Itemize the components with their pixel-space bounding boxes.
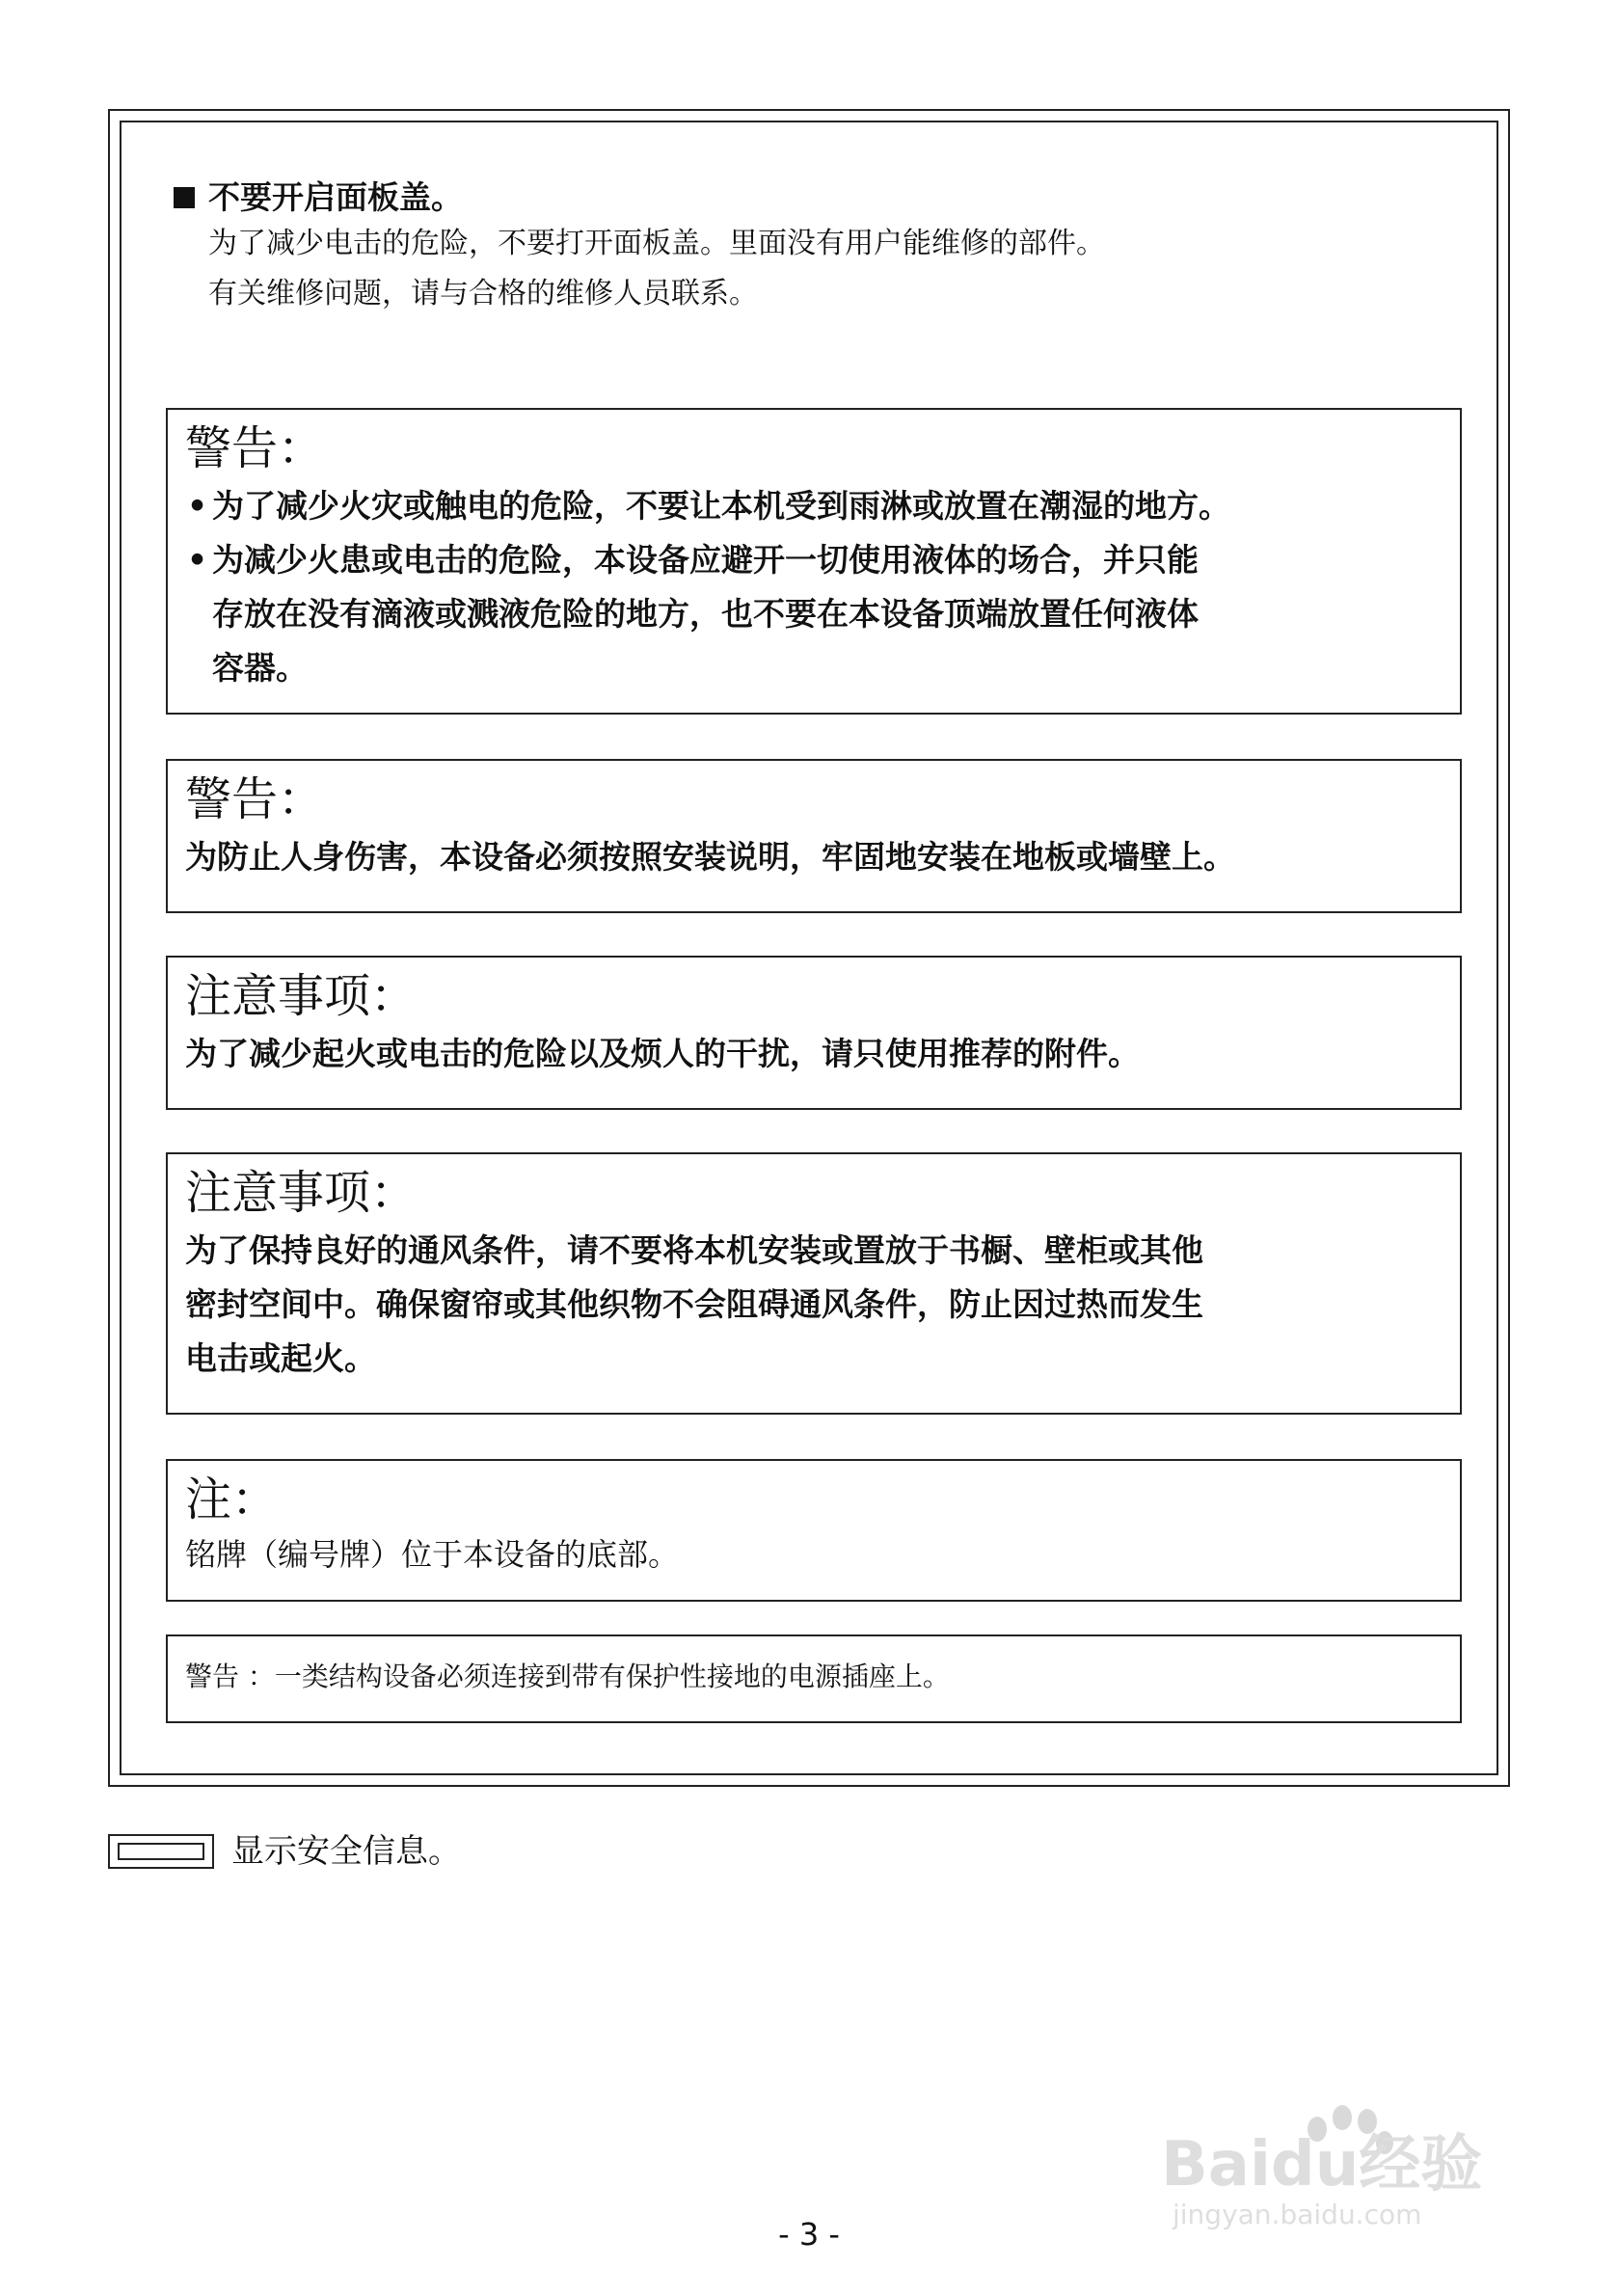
legend-text: 显示安全信息。 <box>231 1832 461 1871</box>
bullet-text: 容器。 <box>212 649 308 687</box>
intro-section <box>174 176 1105 319</box>
page-number: - 3 - <box>778 2216 840 2253</box>
safety-info-inner-frame <box>120 121 1498 1775</box>
note-text: 铭牌（编号牌）位于本设备的底部。 <box>185 1536 680 1573</box>
warning-box-installation <box>166 759 1462 913</box>
bullet-text: 为减少火患或电击的危险，本设备应避开一切使用液体的场合，并只能 <box>212 541 1199 579</box>
note-box-nameplate <box>166 1459 1462 1602</box>
safety-legend <box>108 1832 461 1871</box>
bullet-continuation <box>185 587 1443 641</box>
bullet-item <box>185 533 1443 587</box>
caution-box-accessories <box>166 956 1462 1110</box>
bullet-dot-icon: • <box>187 541 208 579</box>
warning-text: 为防止人身伤害，本设备必须按照安装说明，牢固地安装在地板或墙壁上。 <box>185 838 1235 876</box>
watermark-url: jingyan.baidu.com <box>1173 2199 1422 2230</box>
caution-line: 为了保持良好的通风条件，请不要将本机安装或置放于书橱、壁柜或其他 <box>185 1231 1203 1269</box>
grounding-warning-text: 警告 ：一类结构设备必须连接到带有保护性接地的电源插座上。 <box>185 1661 950 1692</box>
bullet-text: 为了减少火灾或触电的危险，不要让本机受到雨淋或放置在潮湿的地方。 <box>212 487 1230 525</box>
bullet-continuation <box>185 641 1443 695</box>
caution-heading: 注意事项： <box>185 1166 418 1220</box>
intro-title-row <box>174 176 1105 219</box>
caution-heading: 注意事项： <box>185 969 418 1023</box>
bullet-item <box>185 479 1443 533</box>
caution-line: 密封空间中。确保窗帘或其他织物不会阻碍通风条件，防止因过热而发生 <box>185 1285 1203 1323</box>
safety-info-frame <box>108 109 1510 1787</box>
warning-heading: 警告： <box>185 772 325 826</box>
baidu-jingyan-watermark <box>1153 2089 1558 2233</box>
bullet-dot-icon: • <box>187 487 208 525</box>
square-bullet-icon <box>174 187 195 208</box>
double-frame-symbol-inner <box>118 1843 204 1860</box>
warning-box-moisture <box>166 408 1462 715</box>
warning-bullet-list <box>185 479 1443 695</box>
watermark-brand: Baidu经验 <box>1161 2129 1483 2201</box>
intro-title: 不要开启面板盖。 <box>208 178 463 216</box>
warning-box-grounding <box>166 1634 1462 1723</box>
note-heading: 注： <box>185 1472 279 1526</box>
double-frame-symbol-icon <box>108 1834 214 1869</box>
caution-line: 电击或起火。 <box>185 1339 376 1377</box>
intro-line: 有关维修问题，请与合格的维修人员联系。 <box>208 277 758 311</box>
warning-heading: 警告： <box>185 421 325 475</box>
intro-line: 为了减少电击的危险，不要打开面板盖。里面没有用户能维修的部件。 <box>208 227 1105 260</box>
caution-text: 为了减少起火或电击的危险以及烦人的干扰，请只使用推荐的附件。 <box>185 1035 1140 1072</box>
bullet-text: 存放在没有滴液或溅液危险的地方，也不要在本设备顶端放置任何液体 <box>212 595 1199 633</box>
caution-box-ventilation <box>166 1152 1462 1415</box>
